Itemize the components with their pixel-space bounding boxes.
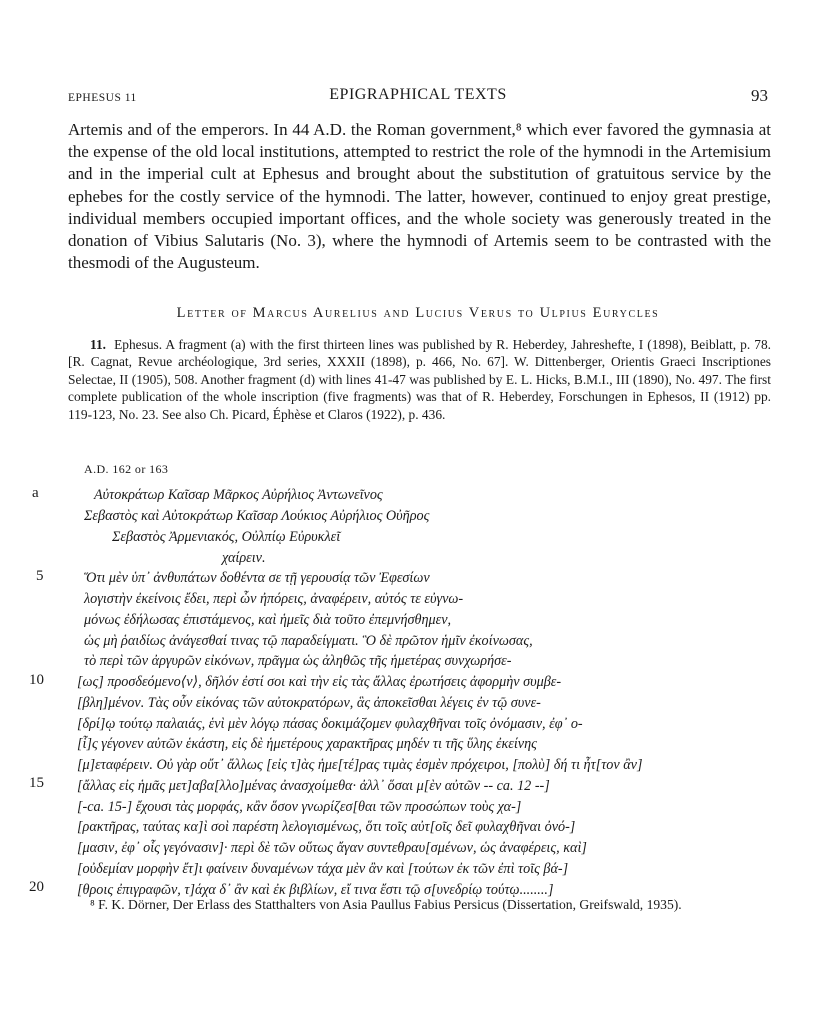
line-number-10: 10: [29, 672, 44, 688]
running-header: [68, 86, 768, 110]
section-title: Letter of Marcus Aurelius and Lucius Verus to Ulpius Eurycles: [176, 305, 660, 321]
entry-number: 11.: [90, 337, 106, 352]
inscription-line: Αὐτοκράτωρ Καῖσαρ Μᾶρκος Αὐρήλιος Ἀντωνεῖνος: [94, 487, 383, 503]
inscription-line: λογιστὴν ἐκείνοις ἔδει, περὶ ὧν ἠπόρεις, ἀναφέρειν, αὐτός τε εὐγνω-: [84, 591, 464, 607]
inscription-line: [μ]εταφέρειν. Οὐ γὰρ οὔτ᾽ ἄλλως [εἰς τ]ὰς ἡμε[τέ]ρας τιμὰς ἐσμὲν πρόχειροι, [πολὺ] δή τι ἦτ[τον ἂν]: [77, 757, 643, 773]
inscription-line: ὡς μὴ ῥαιδίως ἀνάγεσθαί τινας τῷ παραδείγματι. Ὃ δὲ πρῶτον ἡμῖν ἐκοίνωσας,: [84, 633, 533, 649]
entry-paragraph: [68, 336, 771, 423]
inscription-line: [θροις ἐπιγραφῶν, τ]άχα δ᾽ ἂν καὶ ἐκ βιβλίων, εἴ τινα ἔστι τῷ σ[υνεδρίῳ τούτῳ........]: [77, 882, 554, 898]
inscription-date: A.D. 162 or 163: [84, 462, 169, 476]
inscription-line: [ως] προσδεόμενο⟨ν⟩, δῆλόν ἐστί σοι καὶ τὴν εἰς τὰς ἄλλας ἐρωτήσεις ἀφορμὴν συμβε-: [77, 674, 562, 690]
inscription-line: χαίρειν.: [222, 550, 266, 566]
inscription-line: [μασιν, ἐφ᾽ οἷς γεγόνασιν]· περὶ δὲ τῶν οὕτως ἄγαν συντεθραυ[σμένων, ὡς ἀναφέρεις, καὶ]: [77, 840, 587, 856]
inscription-line: Ὅτι μὲν ὑπ᾽ ἀνθυπάτων δοθέντα σε τῇ γερουσίᾳ τῶν Ἐφεσίων: [84, 570, 430, 586]
bibliographic-entry: [68, 336, 771, 423]
inscription-line: [ἷ]ς γέγονεν αὐτῶν ἑκάστη, εἰς δὲ ἡμετέρους χαρακτῆρας μηδέν τι τῆς ὕλης ἐκείνης: [77, 736, 537, 752]
footnote-text: ⁸ F. K. Dörner, Der Erlass des Statthalters von Asia Paullus Fabius Persicus (Dissertation, Greifswald, 1935).: [90, 897, 682, 912]
inscription-line: Σεβαστὸς Ἀρμενιακός, Οὐλπίῳ Εὐρυκλεῖ: [112, 529, 341, 545]
inscription-line: τὸ περὶ τῶν ἀργυρῶν εἰκόνων, πρᾶγμα ὡς ἀληθῶς τῆς ἡμετέρας συνχωρήσε-: [84, 653, 512, 669]
inscription-line: [οὐδεμίαν μορφὴν ἔτ]ι φαίνειν δυναμένων τάχα μὲν ἂν καὶ [τούτων ἐκ τῶν ἐπὶ τοῖς βά-]: [77, 861, 569, 877]
line-number-5: 5: [36, 568, 44, 584]
header-title: EPIGRAPHICAL TEXTS: [329, 86, 507, 103]
line-number-20: 20: [29, 879, 44, 895]
header-section-label: EPHESUS 11: [68, 92, 137, 104]
inscription-line: μόνως ἐδήλωσας ἐπιστάμενος, καὶ ἡμεῖς διὰ τοῦτο ἐπεμνήσθημεν,: [84, 612, 452, 628]
entry-text: Ephesus. A fragment (a) with the first thirteen lines was published by R. Heberdey, Jahreshefte, I (1898), Beiblatt, p. 78. [R. Cagnat, Revue archéologique, 3rd series, XXXII (1898), p. 466, No. 67]. W. Dittenberger, Orientis Graeci Inscriptiones Selectae, II (1905), 508. Another fragment (d) with lines 41-47 was published by E. L. Hicks, B.M.I., III (1890), No. 497. The first complete publication of the whole inscription (five fragments) was that of R. Heberdey, Forschungen in Ephesos, II (1912) pp. 119-123, No. 23. See also Ch. Picard, Éphèse et Claros (1922), p. 436.: [68, 337, 771, 422]
footnote: [68, 895, 771, 914]
intro-paragraph: Artemis and of the emperors. In 44 A.D. the Roman government,⁸ which ever favored the gymnasia at the expense of the old local institutions, attempted to restrict the role of the hymnodi in the Artemisium and in the imperial cult at Ephesus and brought about the substitution of gratuitous service by the ephebes for the costly service of the hymnodi. The latter, however, continued to enjoy great prestige, individual members occupied important offices, and the whole society was generously treated in the donation of Vibius Salutaris (No. 3), where the hymnodi of Artemis seem to be contrasted with the thesmodi of the Augusteum.: [68, 120, 771, 273]
page-number: 93: [751, 86, 768, 105]
inscription-line: [ἄλλας εἰς ἡμᾶς μετ]αβα[λλο]μένας ἀνασχοίμεθα· ἀλλ᾽ ὅσαι μ[ὲν αὐτῶν -- ca. 12 --]: [77, 778, 550, 794]
fragment-label: a: [32, 485, 39, 501]
inscription-line: [βλη]μένον. Τὰς οὖν εἰκόνας τῶν αὐτοκρατόρων, ἃς ἀποκεῖσθαι λέγεις ἐν τῷ συνε-: [77, 695, 541, 711]
inscription-line: Σεβαστὸς καὶ Αὐτοκράτωρ Καῖσαρ Λούκιος Αὐρήλιος Οὐῆρος: [84, 508, 430, 524]
inscription-line: [δρί]ῳ τούτῳ παλαιάς, ἑνὶ μὲν λόγῳ πάσας δοκιμάζομεν φυλαχθῆναι τοῖς ὀνόμασιν, ἐφ᾽ ο-: [77, 716, 583, 732]
inscription-line: [ρακτῆρας, ταύτας κα]ὶ σοὶ παρέστη λελογισμένως, ὅτι τοῖς αὐτ[οῖς δεῖ φυλαχθῆναι ὀνό-]: [77, 819, 576, 835]
intro-paragraph-block: [68, 119, 771, 274]
line-number-15: 15: [29, 775, 44, 791]
inscription-line: [-ca. 15-] ἔχουσι τὰς μορφάς, κἂν ὅσον γνωρίζεσ[θαι τῶν προσώπων τοὺς χα-]: [77, 799, 522, 815]
